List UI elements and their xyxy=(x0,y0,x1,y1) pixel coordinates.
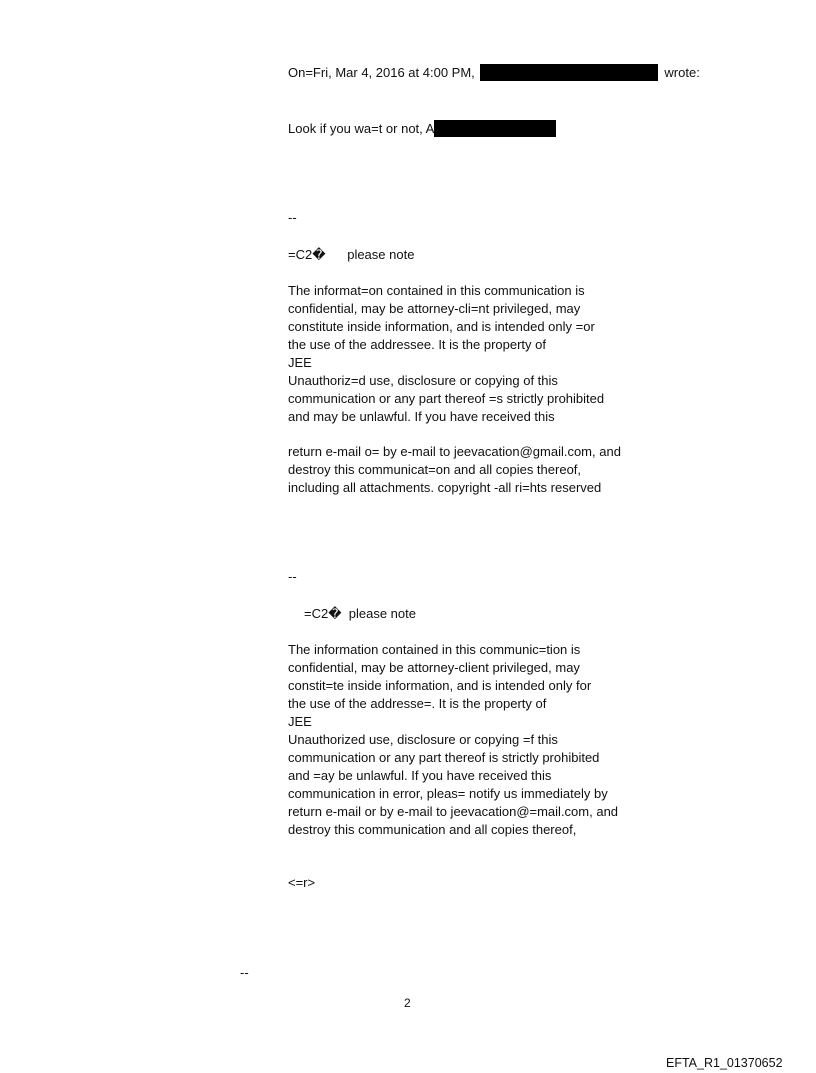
html-tag-fragment: <=r> xyxy=(288,875,316,890)
notice-1-paragraph-1 xyxy=(288,282,604,426)
notice-1-p1-line: the use of the addressee. It is the property of xyxy=(288,337,546,352)
notice-2-line: The information contained in this communic=tion is xyxy=(288,642,581,657)
notice-1-p2-line: including all attachments. copyright -all ri=hts reserved xyxy=(288,480,602,495)
separator-1: -- xyxy=(288,210,297,225)
email-header-line xyxy=(288,64,700,82)
document-id: EFTA_R1_01370652 xyxy=(666,1056,783,1070)
separator-3: -- xyxy=(240,965,249,980)
notice-1-p1-line: communication or any part thereof =s strictly prohibited xyxy=(288,391,605,406)
notice-2-line: the use of the addresse=. It is the property of xyxy=(288,696,547,711)
notice-1-p1-line: constitute inside information, and is intended only =or xyxy=(288,319,595,334)
notice-2-line: return e-mail or by e-mail to jeevacation@=mail.com, and xyxy=(288,804,619,819)
email-header-prefix: On=Fri, Mar 4, 2016 at 4:00 PM, xyxy=(288,65,475,80)
notice-2-line: Unauthorized use, disclosure or copying =f this xyxy=(288,732,558,747)
email-header-suffix: wrote: xyxy=(664,65,700,80)
notice-1-paragraph-2 xyxy=(288,443,621,497)
separator-2: -- xyxy=(288,569,297,584)
notice-1-p1-line: and may be unlawful. If you have received this xyxy=(288,409,555,424)
notice-2-line: JEE xyxy=(288,714,312,729)
notice-2-line: constit=te inside information, and is intended only for xyxy=(288,678,592,693)
notice-1-heading: =C2� please note xyxy=(288,247,415,262)
notice-2-line: confidential, may be attorney-client privileged, may xyxy=(288,660,580,675)
notice-1-p1-line: JEE xyxy=(288,355,312,370)
notice-1-p2-line: destroy this communicat=on and all copies thereof, xyxy=(288,462,582,477)
notice-2-line: communication or any part thereof is strictly prohibited xyxy=(288,750,600,765)
page-number: 2 xyxy=(404,996,411,1010)
notice-1-p1-line: The informat=on contained in this communication is xyxy=(288,283,585,298)
redacted-sender-block xyxy=(480,64,658,81)
notice-2-line: communication in error, pleas= notify us immediately by xyxy=(288,786,608,801)
notice-2-line: and =ay be unlawful. If you have received this xyxy=(288,768,552,783)
notice-1-p2-line: return e-mail o= by e-mail to jeevacation@gmail.com, and xyxy=(288,444,621,459)
message-line xyxy=(288,120,556,138)
notice-2-line: destroy this communication and all copies thereof, xyxy=(288,822,577,837)
notice-2-heading: =C2� please note xyxy=(304,606,416,621)
notice-2-paragraph xyxy=(288,641,618,839)
message-text: Look if you wa=t or not, A xyxy=(288,121,435,136)
notice-1-p1-line: confidential, may be attorney-cli=nt privileged, may xyxy=(288,301,581,316)
redacted-name-block xyxy=(434,120,556,137)
notice-1-p1-line: Unauthoriz=d use, disclosure or copying of this xyxy=(288,373,558,388)
